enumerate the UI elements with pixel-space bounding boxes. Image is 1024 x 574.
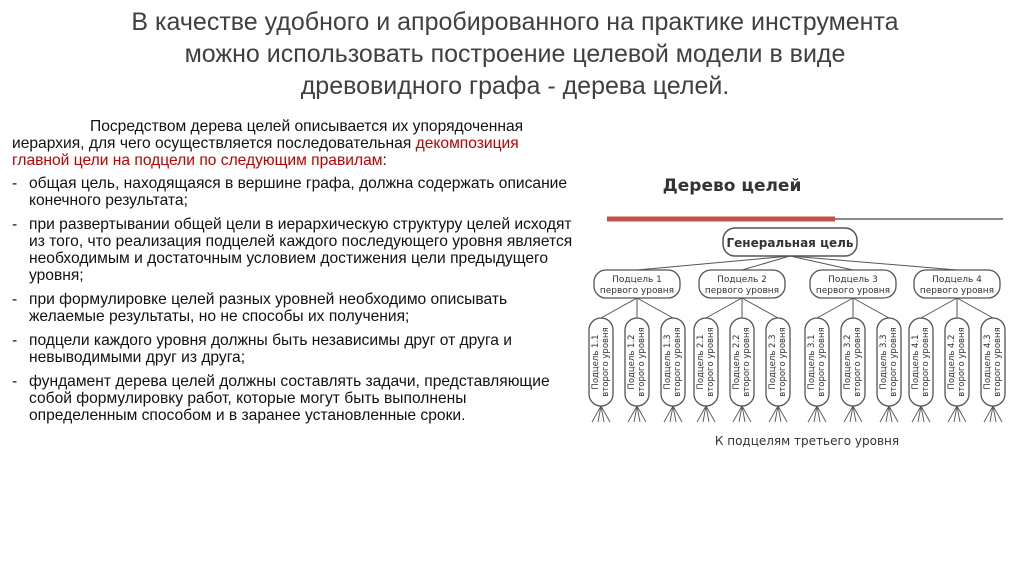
level1-goal-label: Подцель 2 (717, 275, 767, 285)
bullet-marker: - (12, 216, 18, 233)
connector-line (921, 298, 957, 318)
rule-item (12, 373, 577, 424)
level2-goal-sublabel: второго уровня (778, 327, 788, 397)
bullet-marker: - (12, 332, 18, 349)
level2-goal-label: Подцель 1.1 (591, 334, 601, 390)
rule-item (12, 175, 577, 209)
intro-paragraph (12, 118, 577, 169)
level2-goal-sublabel: второго уровня (637, 327, 647, 397)
title-line-1: В качестве удобного и апробированного на практике инструмента (131, 8, 899, 36)
level2-goal-sublabel: второго уровня (601, 327, 611, 397)
level2-goal-label: Подцель 2.2 (732, 334, 742, 390)
bullet-marker: - (12, 175, 18, 192)
level1-goal-sublabel: первого уровня (704, 286, 780, 296)
connector-line (706, 298, 742, 318)
level1-goal-sublabel: первого уровня (815, 286, 891, 296)
level2-goal-label: Подцель 3.3 (879, 334, 889, 390)
level2-goal-sublabel: второго уровня (921, 327, 931, 397)
level2-goal-sublabel: второго уровня (993, 327, 1003, 397)
intro-colon: : (382, 152, 387, 169)
level1-goal-sublabel: первого уровня (919, 286, 995, 296)
rule-text: общая цель, находящаяся в вершине графа, должна содержать описание конечного результата; (29, 175, 568, 209)
rule-item (12, 332, 577, 366)
slide-body (12, 118, 577, 431)
third-level-caption: К подцелям третьего уровня (714, 434, 900, 448)
level2-goal-label: Подцель 4.1 (911, 334, 921, 390)
level2-goal-label: Подцель 4.3 (983, 334, 993, 390)
connector-line (601, 298, 637, 318)
rule-item (12, 216, 577, 284)
level2-goal-sublabel: второго уровня (742, 327, 752, 397)
rules-list (12, 175, 577, 424)
rule-text: при развертывании общей цели в иерархическую структуру целей исходят из того, что реализация подцелей каждого последующего уровня является необходимым и достаточным условием достижения цели предыдущего уровня; (29, 216, 573, 284)
level2-goal-label: Подцель 3.2 (843, 334, 853, 390)
connector-line (957, 298, 993, 318)
tree-layer (589, 228, 1005, 448)
slide-title (70, 6, 960, 102)
intro-text: Посредством дерева целей описывается их упорядоченная иерархия, для чего осуществляется последовательная (12, 118, 524, 152)
diagram-title: Дерево целей (662, 176, 802, 196)
bullet-marker: - (12, 291, 18, 308)
level2-goal-label: Подцель 4.2 (947, 334, 957, 390)
level2-goal-label: Подцель 2.1 (696, 334, 706, 390)
connector-line (637, 298, 673, 318)
level2-goal-label: Подцель 1.2 (627, 334, 637, 390)
level2-goal-sublabel: второго уровня (706, 327, 716, 397)
bullet-marker: - (12, 373, 18, 390)
connector-line (817, 298, 853, 318)
intro-highlight: декомпозиция главной цели на подцели по следующим правилам (12, 135, 519, 169)
level2-goal-label: Подцель 2.3 (768, 334, 778, 390)
rule-text: фундамент дерева целей должны составлять задачи, представляющие собой формулировку работ, которые могут быть выполнены определенным способом и в заранее установленные сроки. (29, 373, 550, 424)
title-line-3: древовидного графа - дерева целей. (300, 72, 730, 100)
rule-item (12, 291, 577, 325)
level2-goal-sublabel: второго уровня (889, 327, 899, 397)
rule-text: подцели каждого уровня должны быть независимы друг от друга и невыводимыми друг из друга; (29, 332, 513, 366)
level2-goal-sublabel: второго уровня (957, 327, 967, 397)
connector-line (853, 298, 889, 318)
level2-goal-sublabel: второго уровня (673, 327, 683, 397)
root-goal-label: Генеральная цель (726, 236, 854, 250)
title-line-2: можно использовать построение целевой модели в виде (184, 40, 846, 68)
level2-goal-sublabel: второго уровня (817, 327, 827, 397)
connector-line (790, 256, 853, 270)
level1-goal-label: Подцель 3 (828, 275, 878, 285)
connector-line (742, 298, 778, 318)
connector-line (790, 256, 957, 270)
level2-goal-sublabel: второго уровня (853, 327, 863, 397)
level2-goal-label: Подцель 1.3 (663, 334, 673, 390)
goal-tree-diagram (577, 148, 1024, 460)
goal-tree-svg (577, 148, 1024, 460)
level1-goal-label: Подцель 1 (612, 275, 662, 285)
level2-goal-label: Подцель 3.1 (807, 334, 817, 390)
rule-text: при формулировке целей разных уровней необходимо описывать желаемые результаты, но не способы их получения; (29, 291, 508, 325)
level1-goal-label: Подцель 4 (932, 275, 982, 285)
level1-goal-sublabel: первого уровня (599, 286, 675, 296)
